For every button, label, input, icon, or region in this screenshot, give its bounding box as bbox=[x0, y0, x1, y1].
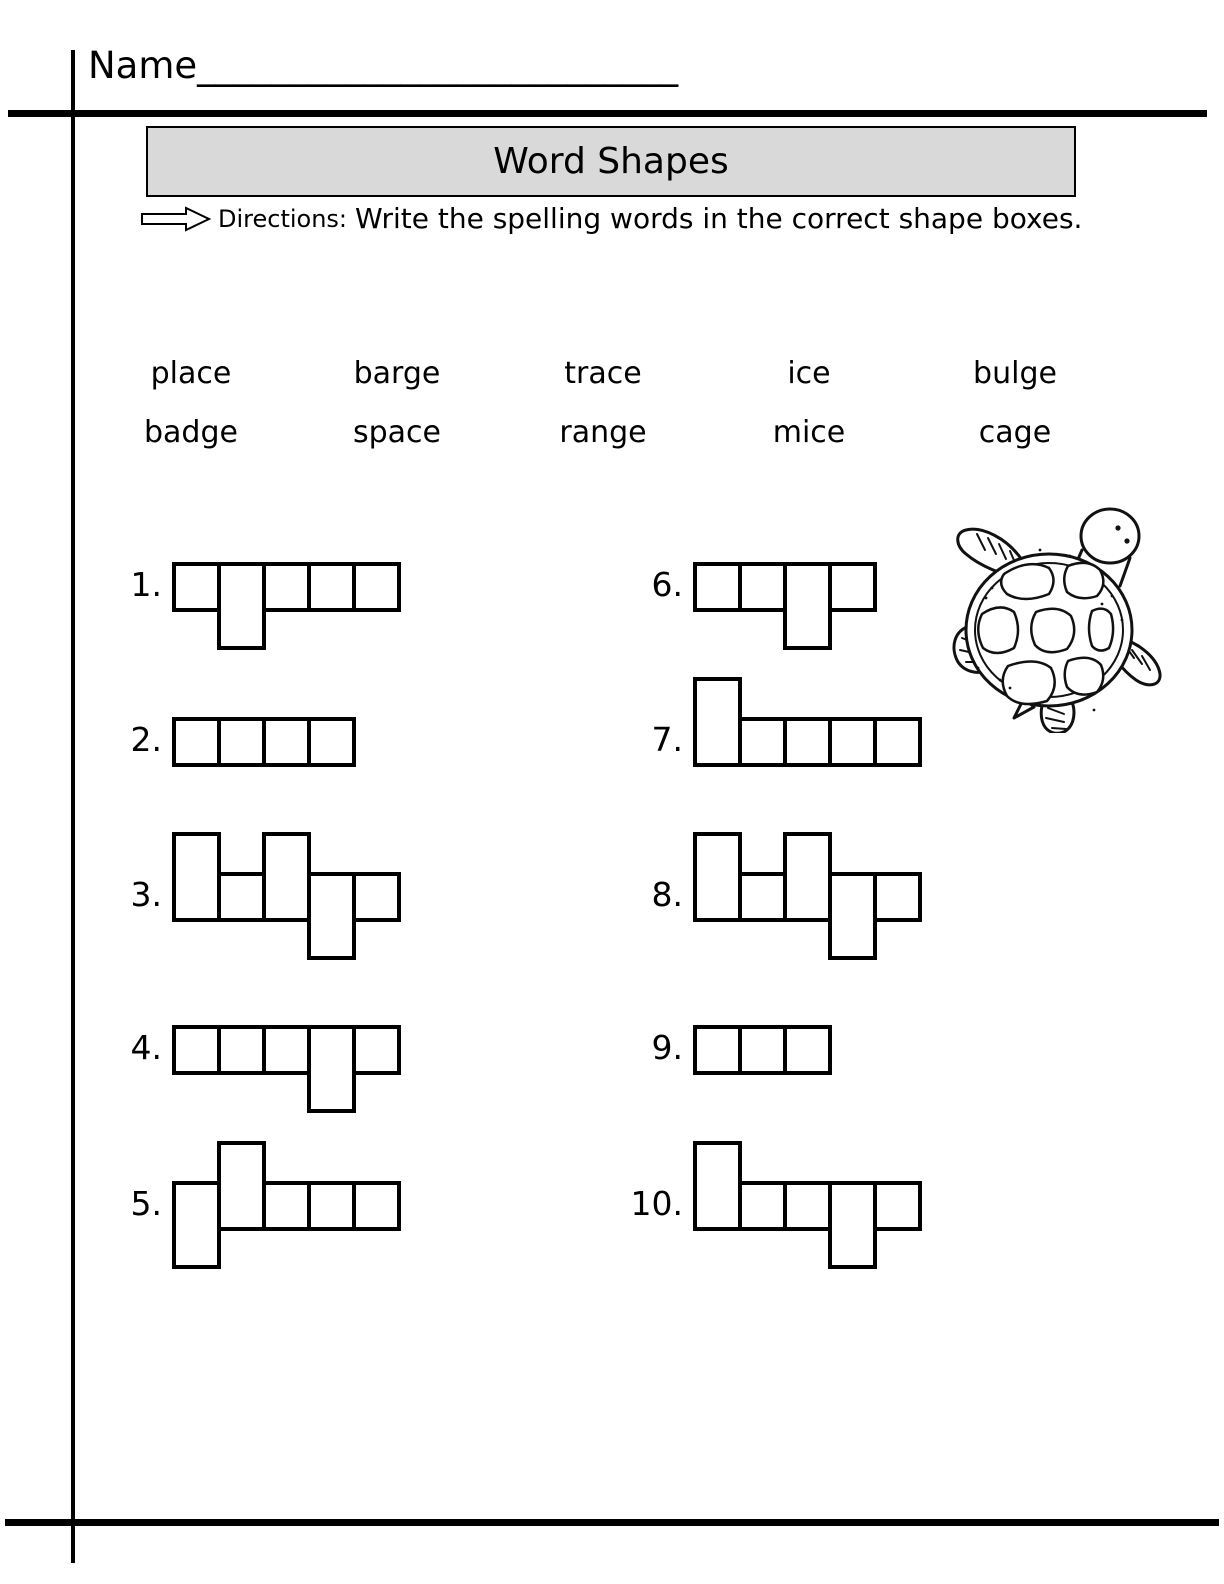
puzzle-9 bbox=[623, 985, 943, 1113]
letter-box-normal[interactable] bbox=[352, 1181, 401, 1231]
puzzle-number: 2. bbox=[130, 720, 162, 759]
letter-box-ascender[interactable] bbox=[172, 832, 221, 922]
word-bank bbox=[88, 352, 1118, 455]
puzzle-2 bbox=[102, 677, 422, 805]
puzzle-1 bbox=[102, 522, 422, 650]
directions-text: Write the spelling words in the correct shape boxes. bbox=[355, 202, 1083, 235]
word-item: badge bbox=[144, 415, 238, 450]
letter-box-normal[interactable] bbox=[738, 1181, 787, 1231]
title-box bbox=[146, 126, 1076, 197]
letter-box-normal[interactable] bbox=[262, 562, 311, 612]
letter-box-normal[interactable] bbox=[738, 717, 787, 767]
letter-box-ascender[interactable] bbox=[693, 677, 742, 767]
word-item: cage bbox=[978, 415, 1052, 450]
name-label: Name bbox=[88, 44, 198, 87]
puzzle-number: 1. bbox=[130, 565, 162, 604]
letter-box-normal[interactable] bbox=[873, 717, 922, 767]
letter-box-normal[interactable] bbox=[352, 1025, 401, 1075]
puzzle-number: 3. bbox=[130, 875, 162, 914]
word-item: range bbox=[559, 415, 647, 450]
directions-label: Directions: bbox=[218, 204, 348, 233]
puzzle-5 bbox=[102, 1141, 422, 1269]
puzzle-3 bbox=[102, 832, 422, 960]
letter-box-normal[interactable] bbox=[828, 717, 877, 767]
letter-box-normal[interactable] bbox=[738, 872, 787, 922]
puzzle-6 bbox=[623, 522, 943, 650]
puzzle-4 bbox=[102, 985, 422, 1113]
letter-box-normal[interactable] bbox=[873, 872, 922, 922]
word-item: barge bbox=[353, 356, 441, 391]
letter-box-normal[interactable] bbox=[873, 1181, 922, 1231]
letter-box-normal[interactable] bbox=[172, 717, 221, 767]
letter-box-descender[interactable] bbox=[828, 1181, 877, 1269]
letter-box-normal[interactable] bbox=[307, 717, 356, 767]
letter-box-normal[interactable] bbox=[217, 1025, 266, 1075]
letter-box-normal[interactable] bbox=[262, 1025, 311, 1075]
word-bank-row bbox=[88, 411, 1118, 455]
letter-box-normal[interactable] bbox=[693, 1025, 742, 1075]
bottom-border-line bbox=[5, 1519, 1219, 1526]
letter-box-normal[interactable] bbox=[352, 562, 401, 612]
letter-box-ascender[interactable] bbox=[693, 1141, 742, 1231]
letter-box-descender[interactable] bbox=[783, 562, 832, 650]
letter-box-normal[interactable] bbox=[217, 717, 266, 767]
directions-row bbox=[140, 202, 1082, 235]
word-bank-row bbox=[88, 352, 1118, 396]
puzzle-number: 5. bbox=[130, 1184, 162, 1223]
letter-box-normal[interactable] bbox=[738, 562, 787, 612]
puzzle-number: 7. bbox=[651, 720, 683, 759]
left-margin-line bbox=[71, 50, 75, 1563]
letter-box-descender[interactable] bbox=[172, 1181, 221, 1269]
word-item: place bbox=[150, 356, 232, 391]
letter-box-normal[interactable] bbox=[738, 1025, 787, 1075]
top-border-line bbox=[8, 110, 1207, 117]
letter-box-normal[interactable] bbox=[262, 1181, 311, 1231]
letter-box-normal[interactable] bbox=[172, 562, 221, 612]
letter-box-normal[interactable] bbox=[783, 717, 832, 767]
puzzle-number: 8. bbox=[651, 875, 683, 914]
letter-box-descender[interactable] bbox=[307, 872, 356, 960]
letter-box-normal[interactable] bbox=[217, 872, 266, 922]
letter-box-descender[interactable] bbox=[217, 562, 266, 650]
puzzle-number: 10. bbox=[630, 1184, 683, 1223]
arrow-right-icon bbox=[140, 206, 212, 232]
page-title: Word Shapes bbox=[493, 141, 729, 182]
letter-box-descender[interactable] bbox=[307, 1025, 356, 1113]
puzzle-number: 9. bbox=[651, 1028, 683, 1067]
letter-box-ascender[interactable] bbox=[217, 1141, 266, 1231]
name-block bbox=[88, 44, 678, 87]
puzzle-10 bbox=[623, 1141, 943, 1269]
letter-box-ascender[interactable] bbox=[693, 832, 742, 922]
word-item: trace bbox=[564, 356, 642, 391]
letter-box-normal[interactable] bbox=[828, 562, 877, 612]
letter-box-normal[interactable] bbox=[352, 872, 401, 922]
puzzle-number: 4. bbox=[130, 1028, 162, 1067]
letter-box-normal[interactable] bbox=[262, 717, 311, 767]
letter-box-normal[interactable] bbox=[783, 1181, 832, 1231]
word-item: space bbox=[352, 415, 441, 450]
word-item: mice bbox=[772, 415, 846, 450]
word-item: ice bbox=[787, 356, 831, 391]
puzzle-number: 6. bbox=[651, 565, 683, 604]
letter-box-normal[interactable] bbox=[307, 1181, 356, 1231]
letter-box-ascender[interactable] bbox=[262, 832, 311, 922]
letter-box-normal[interactable] bbox=[783, 1025, 832, 1075]
name-fill-line[interactable]: __________________________ bbox=[197, 44, 679, 87]
letter-box-descender[interactable] bbox=[828, 872, 877, 960]
letter-box-ascender[interactable] bbox=[783, 832, 832, 922]
letter-box-normal[interactable] bbox=[693, 562, 742, 612]
sea-turtle-illustration bbox=[952, 498, 1167, 733]
letter-box-normal[interactable] bbox=[307, 562, 356, 612]
letter-box-normal[interactable] bbox=[172, 1025, 221, 1075]
puzzle-8 bbox=[623, 832, 943, 960]
word-item: bulge bbox=[973, 356, 1057, 391]
puzzle-7 bbox=[623, 677, 943, 805]
